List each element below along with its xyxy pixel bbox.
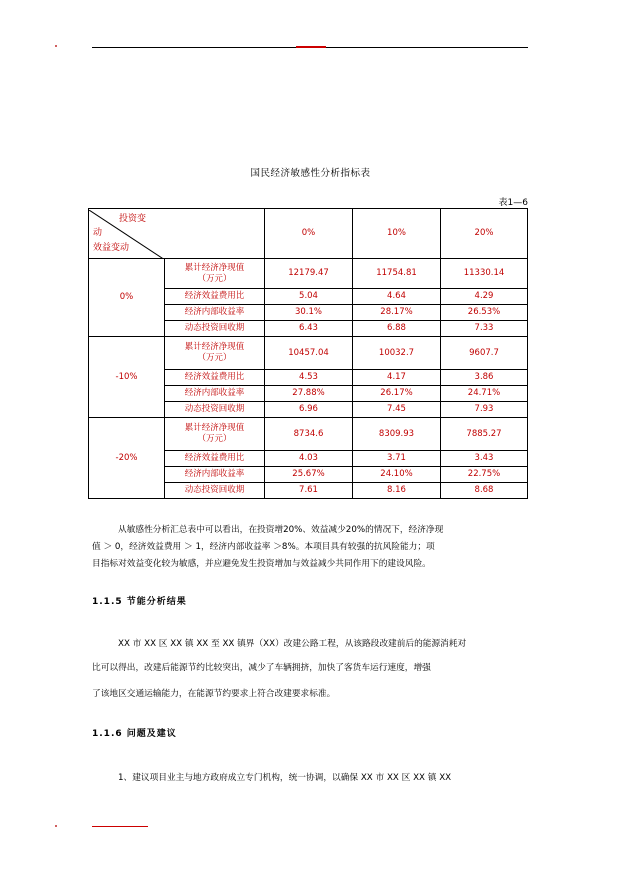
section-115-line-3: 了该地区交通运输能力，在能源节约要求上符合改建要求标准。 bbox=[92, 689, 336, 699]
metric-bcr: 经济效益费用比 bbox=[165, 289, 265, 305]
cell: 22.75% bbox=[441, 467, 528, 483]
cell: 7.45 bbox=[353, 402, 441, 418]
cell: 4.17 bbox=[353, 370, 441, 386]
metric-payback: 动态投资回收期 bbox=[165, 321, 265, 337]
cell: 28.17% bbox=[353, 305, 441, 321]
cell: 24.10% bbox=[353, 467, 441, 483]
metric-npv: 累计经济净现值 （万元） bbox=[165, 418, 265, 451]
metric-npv: 累计经济净现值 （万元） bbox=[165, 337, 265, 370]
sensitivity-table bbox=[88, 208, 528, 499]
diag-investment-label: 投资变 bbox=[119, 213, 147, 224]
cell: 27.88% bbox=[265, 386, 353, 402]
section-116-line-1: 1、建议项目业主与地方政府成立专门机构，统一协调，以确保 XX 市 XX 区 XX 镇 XX bbox=[118, 773, 452, 783]
cell: 8.16 bbox=[353, 483, 441, 499]
cell: 11330.14 bbox=[441, 259, 528, 289]
cell: 5.04 bbox=[265, 289, 353, 305]
summary-line-1: 从敏感性分析汇总表中可以看出，在投资增20%、效益减少20%的情况下，经济净现 bbox=[118, 525, 444, 535]
cell: 7.61 bbox=[265, 483, 353, 499]
cell: 8.68 bbox=[441, 483, 528, 499]
cell: 25.67% bbox=[265, 467, 353, 483]
cell: 24.71% bbox=[441, 386, 528, 402]
footer-red-rule bbox=[92, 826, 148, 827]
cell: 4.29 bbox=[441, 289, 528, 305]
cell: 3.43 bbox=[441, 451, 528, 467]
table-caption: 国民经济敏感性分析指标表 bbox=[250, 168, 371, 179]
cell: 7.33 bbox=[441, 321, 528, 337]
diagonal-header-cell bbox=[89, 209, 265, 259]
margin-dot-top bbox=[55, 45, 57, 47]
col-header-0: 0% bbox=[265, 209, 353, 259]
group-label: 0% bbox=[89, 259, 165, 337]
margin-dot-bottom bbox=[55, 825, 57, 827]
header-red-mark bbox=[296, 46, 326, 48]
cell: 3.71 bbox=[353, 451, 441, 467]
col-header-20: 20% bbox=[441, 209, 528, 259]
cell: 30.1% bbox=[265, 305, 353, 321]
section-116-heading: 1.1.6 问题及建议 bbox=[92, 729, 177, 739]
diag-investment-label-2: 动 bbox=[93, 227, 103, 238]
summary-line-3: 目指标对效益变化较为敏感，并应避免发生投资增加与效益减少共同作用下的建设风险。 bbox=[92, 559, 431, 569]
cell: 10457.04 bbox=[265, 337, 353, 370]
group-label: -10% bbox=[89, 337, 165, 418]
cell: 4.53 bbox=[265, 370, 353, 386]
metric-payback: 动态投资回收期 bbox=[165, 483, 265, 499]
metric-npv: 累计经济净现值 （万元） bbox=[165, 259, 265, 289]
diag-benefit-label: 效益变动 bbox=[93, 242, 130, 253]
table-row bbox=[89, 418, 528, 451]
cell: 6.96 bbox=[265, 402, 353, 418]
col-header-10: 10% bbox=[353, 209, 441, 259]
metric-payback: 动态投资回收期 bbox=[165, 402, 265, 418]
metric-bcr: 经济效益费用比 bbox=[165, 370, 265, 386]
metric-eirr: 经济内部收益率 bbox=[165, 467, 265, 483]
cell: 4.64 bbox=[353, 289, 441, 305]
section-115-line-1: XX 市 XX 区 XX 镇 XX 至 XX 镇界（XX）改建公路工程，从该路段改建前后的能源消耗对 bbox=[118, 639, 467, 649]
section-115-line-2: 比可以得出，改建后能源节约比较突出，减少了车辆拥挤，加快了客货车运行速度，增强 bbox=[92, 663, 431, 673]
cell: 26.53% bbox=[441, 305, 528, 321]
cell: 8734.6 bbox=[265, 418, 353, 451]
metric-bcr: 经济效益费用比 bbox=[165, 451, 265, 467]
summary-line-2: 值 ＞ 0，经济效益费用 ＞ 1，经济内部收益率 ＞8%。本项目具有较强的抗风险能力；项 bbox=[92, 542, 435, 552]
table-row bbox=[89, 259, 528, 289]
section-115-heading: 1.1.5 节能分析结果 bbox=[92, 597, 187, 607]
cell: 7885.27 bbox=[441, 418, 528, 451]
cell: 26.17% bbox=[353, 386, 441, 402]
cell: 6.88 bbox=[353, 321, 441, 337]
cell: 7.93 bbox=[441, 402, 528, 418]
cell: 6.43 bbox=[265, 321, 353, 337]
cell: 10032.7 bbox=[353, 337, 441, 370]
table-number: 表1—6 bbox=[498, 198, 528, 208]
cell: 4.03 bbox=[265, 451, 353, 467]
cell: 8309.93 bbox=[353, 418, 441, 451]
cell: 11754.81 bbox=[353, 259, 441, 289]
metric-eirr: 经济内部收益率 bbox=[165, 386, 265, 402]
table-row bbox=[89, 337, 528, 370]
cell: 12179.47 bbox=[265, 259, 353, 289]
metric-eirr: 经济内部收益率 bbox=[165, 305, 265, 321]
cell: 3.86 bbox=[441, 370, 528, 386]
group-label: -20% bbox=[89, 418, 165, 499]
cell: 9607.7 bbox=[441, 337, 528, 370]
